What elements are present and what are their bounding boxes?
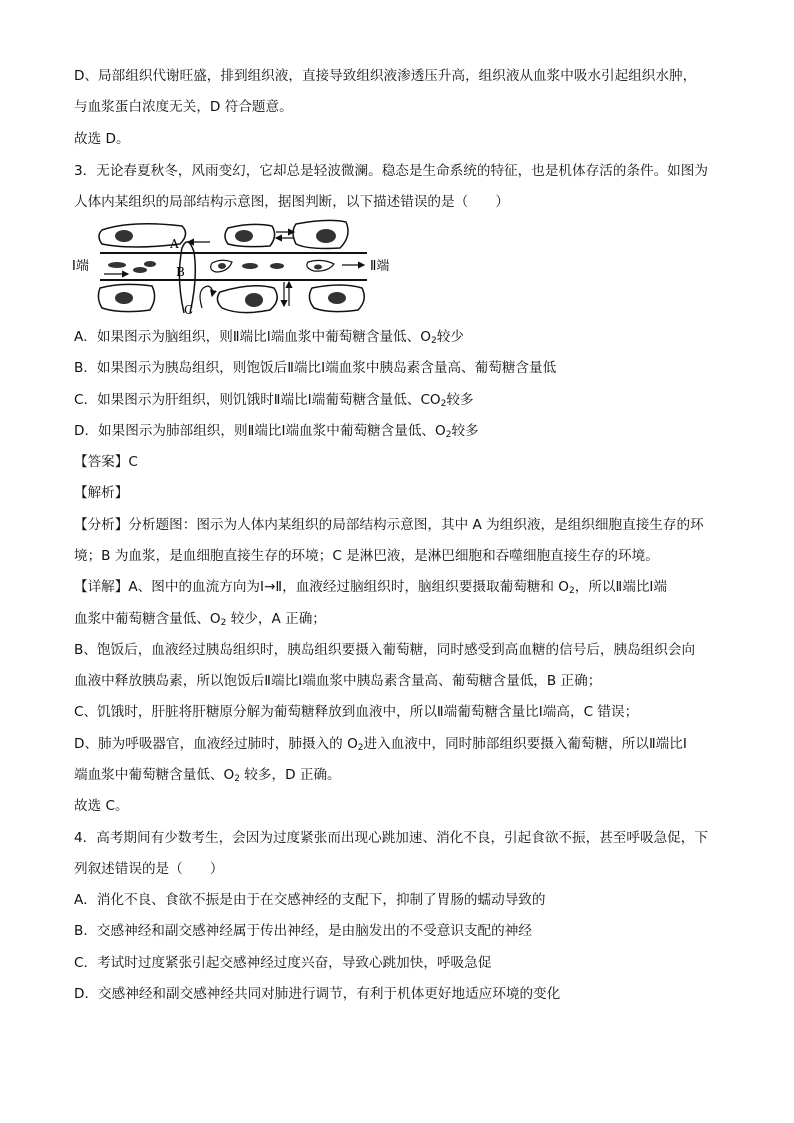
q3-detail-line6: D、肺为呼吸器官，血液经过肺时，肺摄入的 $O_2$进入血液中，同时肺部组织要摄入葡萄糖，所以Ⅱ端比Ⅰ: [74, 736, 687, 753]
q3-detail-line1: 【详解】A、图中的血流方向为Ⅰ→Ⅱ，血液经过脑组织时，脑组织要摄取葡萄糖和 $O_2$，所以Ⅱ端比Ⅰ端: [74, 579, 668, 596]
label-c: C: [184, 303, 194, 317]
end-ii-label: Ⅱ端: [370, 259, 390, 274]
cell-nucleus: [328, 292, 346, 304]
blood-cell: [270, 263, 284, 269]
q4-option-b: B．交感神经和副交感神经属于传出神经，是由脑发出的不受意识支配的神经: [74, 923, 532, 939]
q3-detail-line5: C、饥饿时，肝脏将肝糖原分解为葡萄糖释放到血液中，所以Ⅱ端葡萄糖含量比Ⅰ端高，C 错误；: [74, 704, 639, 720]
q3-stem-line2: 人体内某组织的局部结构示意图，据图判断，以下描述错误的是（ ）: [74, 194, 509, 210]
q3-stem-line1: 3．无论春夏秋冬，风雨变幻，它却总是轻波微澜。稳态是生命系统的特征，也是机体存活的条件。如图为: [74, 163, 708, 179]
q3-detail-line4: 血液中释放胰岛素，所以饱饭后Ⅱ端比Ⅰ端血浆中胰岛素含量高、葡萄糖含量低，B 正确；: [74, 673, 602, 689]
cell-nucleus: [115, 230, 133, 242]
q3-option-c: C．如果图示为肝组织，则饥饿时Ⅱ端比Ⅰ端葡萄糖含量低、$CO_2$较多: [74, 392, 474, 409]
label-b: B: [176, 265, 185, 279]
blood-cell: [108, 262, 126, 268]
prev-option-d-line2: 与血浆蛋白浓度无关，D 符合题意。: [74, 99, 293, 115]
cell-nucleus: [235, 230, 253, 242]
cell-nucleus: [115, 292, 133, 304]
q4-stem-line2: 列叙述错误的是（ ）: [74, 861, 224, 877]
tissue-structure-diagram: [72, 218, 402, 318]
q3-detail-line3: B、饱饭后，血液经过胰岛组织时，胰岛组织要摄入葡萄糖，同时感受到高血糖的信号后，胰岛组织会向: [74, 642, 696, 658]
q4-option-d: D．交感神经和副交感神经共同对肺进行调节，有利于机体更好地适应环境的变化: [74, 986, 561, 1002]
q3-detail-line2: 血浆中葡萄糖含量低、$O_2$ 较少，A 正确；: [74, 611, 326, 628]
q3-option-a: A．如果图示为脑组织，则Ⅱ端比Ⅰ端血浆中葡萄糖含量低、$O_2$较少: [74, 329, 464, 346]
q3-option-b: B．如果图示为胰岛组织，则饱饭后Ⅱ端比Ⅰ端血浆中胰岛素含量高、葡萄糖含量低: [74, 360, 557, 376]
cell-nucleus: [316, 229, 336, 243]
q4-option-c: C．考试时过度紧张引起交感神经过度兴奋，导致心跳加快，呼吸急促: [74, 955, 492, 971]
q4-option-a: A．消化不良、食欲不振是由于在交感神经的支配下，抑制了胃肠的蠕动导致的: [74, 892, 546, 908]
q3-analysis-heading: 【解析】: [74, 485, 129, 501]
q3-fenxi-line2: 境；B 为血浆，是血细胞直接生存的环境；C 是淋巴液，是淋巴细胞和吞噬细胞直接生存的环境。: [74, 548, 659, 564]
q3-detail-line7: 端血浆中葡萄糖含量低、$O_2$ 较多，D 正确。: [74, 767, 341, 784]
q3-answer: 【答案】C: [74, 454, 138, 470]
blood-cell: [314, 265, 322, 270]
q3-option-d: D．如果图示为肺部组织，则Ⅱ端比Ⅰ端血浆中葡萄糖含量低、$O_2$较多: [74, 423, 479, 440]
blood-cell: [242, 263, 258, 269]
end-i-label: Ⅰ端: [72, 259, 89, 274]
q4-stem-line1: 4．高考期间有少数考生，会因为过度紧张而出现心跳加速、消化不良，引起食欲不振，甚至呼吸急促，下: [74, 830, 708, 846]
label-a: A: [170, 237, 179, 251]
blood-cell: [218, 263, 226, 269]
lymph-arrow: [200, 286, 213, 308]
q3-fenxi-line1: 【分析】分析题图：图示为人体内某组织的局部结构示意图，其中 A 为组织液，是组织细胞直接生存的环: [74, 517, 704, 533]
q3-conclusion: 故选 C。: [74, 798, 129, 814]
blood-cell: [144, 261, 156, 267]
cell-nucleus: [245, 293, 263, 307]
prev-conclusion: 故选 D。: [74, 131, 130, 147]
blood-cell: [133, 267, 147, 273]
prev-option-d-line1: D、局部组织代谢旺盛，排到组织液，直接导致组织液渗透压升高，组织液从血浆中吸水引起组织水肿，: [74, 68, 697, 84]
